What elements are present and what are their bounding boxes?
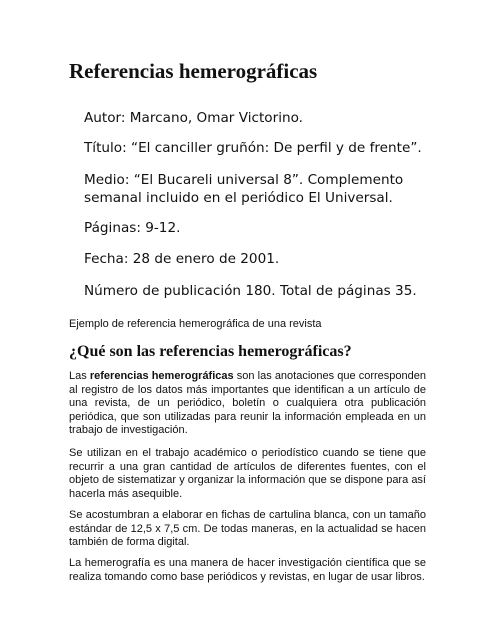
paragraph-usage: Se utilizan en el trabajo académico o periodístico cuando se tiene que recurrir a una gran cantidad de artículos de diferentes fuentes, con el objeto de sistematizar y organizar la información que se dispone para así hacerla más asequible. [69,447,426,500]
bold-term: referencias hemerográficas [89,370,234,382]
section-heading: ¿Qué son las referencias hemerográficas? [69,343,352,360]
paragraph-definition [69,370,426,438]
page-title: Referencias hemerográficas [69,59,318,83]
paragraph-lead: Las [69,370,90,382]
reference-pages: Páginas: 9-12. [84,220,181,236]
image-caption: Ejemplo de referencia hemerográfica de una revista [69,318,322,330]
paragraph-hemerography: La hemerografía es una manera de hacer investigación científica que se realiza tomando como base periódicos y revistas, en lugar de usar libros. [69,557,426,583]
reference-author: Autor: Marcano, Omar Victorino. [84,110,303,126]
reference-medium: Medio: “El Bucareli universal 8”. Complemento semanal incluido en el periódico El Universal. [84,172,404,206]
paragraph-format: Se acostumbran a elaborar en fichas de cartulina blanca, con un tamaño estándar de 12,5 x 7,5 cm. De todas maneras, en la actualidad se hacen también de forma digital. [69,509,426,548]
reference-date: Fecha: 28 de enero de 2001. [84,251,280,267]
reference-title: Título: “El canciller gruñón: De perfil y de frente”. [84,140,422,156]
paragraph-rest: son las anotaciones que corresponden al registro de los datos más importantes que identifican a un artículo de una revista, de un periódico, boletín o cualquiera otra publicación periódica, que son utilizadas para reunir la información empleada en un trabajo de investigación. [69,370,427,436]
reference-issue-number: Número de publicación 180. Total de páginas 35. [84,283,417,299]
